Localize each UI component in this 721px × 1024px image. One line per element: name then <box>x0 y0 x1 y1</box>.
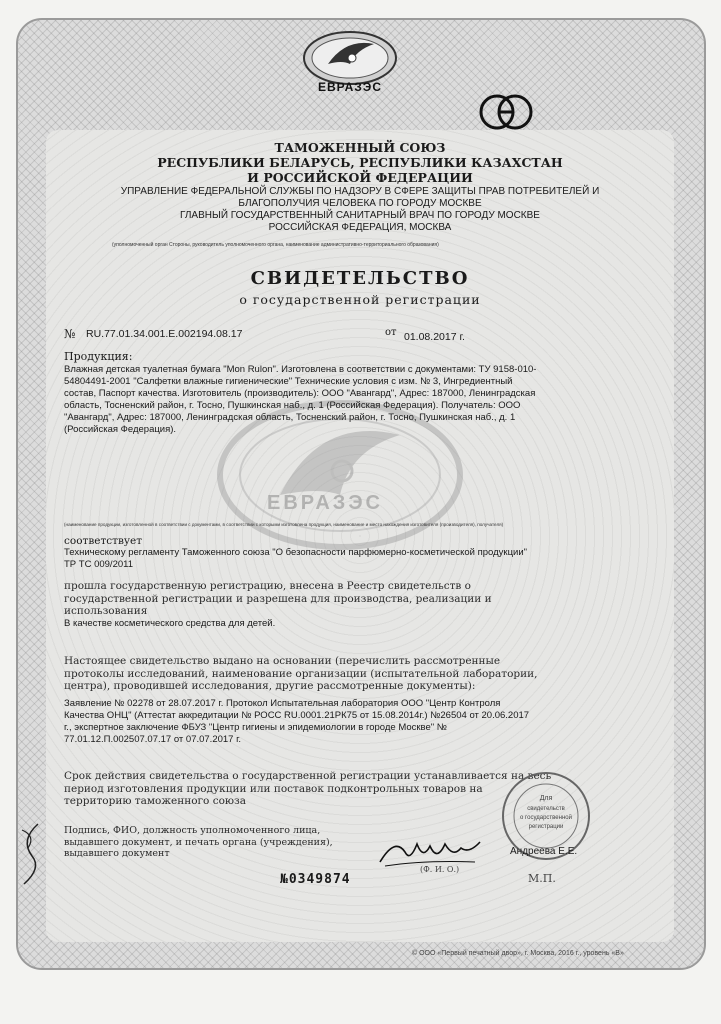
svg-text:регистрации: регистрации <box>528 824 564 830</box>
signature-caption <box>64 825 364 860</box>
product-description <box>64 364 604 436</box>
basis-doc-line: г., экспертное заключение ФБУЗ "Центр гигиены и эпидемиологии в городе Москве" № <box>64 722 447 733</box>
printer-footer: © ООО «Первый печатный двор», г. Москва, 2016 г., уровень «В» <box>412 950 624 957</box>
header-federation: И РОССИЙСКОЙ ФЕДЕРАЦИИ <box>247 170 473 185</box>
registration-number: RU.77.01.34.001.Е.002194.08.17 <box>86 328 243 340</box>
product-line: (Российская Федерация). <box>64 424 177 435</box>
validity-line: территорию таможенного союза <box>64 795 247 807</box>
svg-text:о государственной: о государственной <box>520 815 572 821</box>
svg-text:свидетельств: свидетельств <box>527 806 565 812</box>
statement-line: государственной регистрации и разрешена для производства, реализации и <box>64 592 492 605</box>
document-subtitle: о государственной регистрации <box>239 292 481 307</box>
header-union: ТАМОЖЕННЫЙ СОЮЗ <box>274 140 446 155</box>
product-line: область, Тосненский район, г. Тосно, Пушкинская наб., д. 1 (Российская Федерация). Получатель: ООО <box>64 400 521 411</box>
handwritten-note-icon <box>10 820 56 890</box>
product-line: Влажная детская туалетная бумага "Mon Rulon". Изготовлена в соответствии с документами: ТУ 9158-010- <box>64 364 537 375</box>
basis-doc-line: Качества ОНЦ" (Аттестат аккредитации № РОСС RU.0001.21РК75 от 15.08.2014г.) №26504 от 20.06.2017 <box>64 710 530 721</box>
document-title: СВИДЕТЕЛЬСТВО <box>250 268 470 289</box>
basis-doc-line: Заявление № 02278 от 28.07.2017 г. Протокол Испытательная лаборатория ООО "Центр Контроля <box>64 698 501 709</box>
conformity-mark-icon <box>477 92 535 132</box>
serial-number: №0349874 <box>280 872 351 887</box>
signature-caption-line: выдавшего документ <box>64 848 170 859</box>
validity-line: Срок действия свидетельства о государственной регистрации устанавливается на весь <box>64 770 552 782</box>
basis-doc-line: 77.01.12.П.002507.07.17 от 07.07.2017 г. <box>64 734 242 745</box>
authority-line-4: РОССИЙСКАЯ ФЕДЕРАЦИЯ, МОСКВА <box>268 222 452 233</box>
usage-area: В качестве косметического средства для детей. <box>64 618 276 629</box>
statement-line: использования <box>64 605 148 617</box>
signature-caption-line: Подпись, ФИО, должность уполномоченного лица, <box>64 825 321 836</box>
date-prefix: от <box>385 327 397 338</box>
basis-statement <box>64 655 594 693</box>
registration-date: 01.08.2017 г. <box>404 331 465 343</box>
fio-caption: (Ф. И. О.) <box>420 865 460 874</box>
product-caption: (наименование продукции, изготовленной в соответствии с документами, в соответствии с которыми изготовлена продукция, наименование и место нахождения изготовителя (производителя), получателя) <box>64 522 504 527</box>
validity-line: период изготовления продукции или поставок подконтрольных товаров на <box>64 782 483 795</box>
emblem-label: ЕВРАЗЭС <box>317 80 382 94</box>
authority-caption: (уполномоченный орган Стороны, руководитель уполномоченного органа, наименование административно-территориального образования) <box>112 242 439 248</box>
authority-line-2: БЛАГОПОЛУЧИЯ ЧЕЛОВЕКА ПО ГОРОДУ МОСКВЕ <box>238 198 482 209</box>
product-line: 54804491-2001 "Салфетки влажные гигиенические" Технические условия с изм. № 3, Ингредиентный <box>64 376 513 387</box>
statement-line: прошла государственную регистрацию, внесена в Реестр свидетельств о <box>64 580 471 592</box>
number-prefix: № <box>64 327 76 341</box>
svg-text:Для: Для <box>539 795 553 802</box>
regulation-line: ТР ТС 009/2011 <box>64 559 134 570</box>
basis-line: Настоящее свидетельство выдано на основании (перечислить рассмотренные <box>64 655 501 667</box>
watermark-label: ЕВРАЗЭС <box>266 492 383 514</box>
basis-line: центра), проводившей исследования, другие рассмотренные документы): <box>64 680 476 692</box>
seal-place-label: М.П. <box>528 872 556 885</box>
product-label: Продукция: <box>64 350 133 363</box>
regulation <box>64 547 604 571</box>
signature-caption-line: выдавшего документ, и печать органа (учреждения), <box>64 836 333 848</box>
authority-line-1: УПРАВЛЕНИЕ ФЕДЕРАЛЬНОЙ СЛУЖБЫ ПО НАДЗОРУ В СФЕРЕ ЗАЩИТЫ ПРАВ ПОТРЕБИТЕЛЕЙ И <box>120 186 600 197</box>
product-line: "Авангард", Адрес: 187000, Ленинградская область, Тосненский район, г. Тосно, Пушкинская наб., д. 1 <box>64 412 516 423</box>
conforms-label: соответствует <box>64 535 143 547</box>
header-republics: РЕСПУБЛИКИ БЕЛАРУСЬ, РЕСПУБЛИКИ КАЗАХСТАН <box>157 155 563 170</box>
signatory-name: Андреева Е.Е. <box>510 846 578 857</box>
authority-line-3: ГЛАВНЫЙ ГОСУДАРСТВЕННЫЙ САНИТАРНЫЙ ВРАЧ ПО ГОРОДУ МОСКВЕ <box>180 210 540 221</box>
product-line: состав, Паспорт качества. Изготовитель (производитель): ООО "Авангард", Адрес: 187000, Ленинградская <box>64 388 536 399</box>
basis-documents <box>64 698 624 746</box>
regulation-line: Техническому регламенту Таможенного союза "О безопасности парфюмерно-косметической продукции" <box>64 547 528 558</box>
registration-statement <box>64 580 594 618</box>
basis-line: протоколы исследований, наименование организации (испытательной лаборатории, <box>64 667 538 680</box>
